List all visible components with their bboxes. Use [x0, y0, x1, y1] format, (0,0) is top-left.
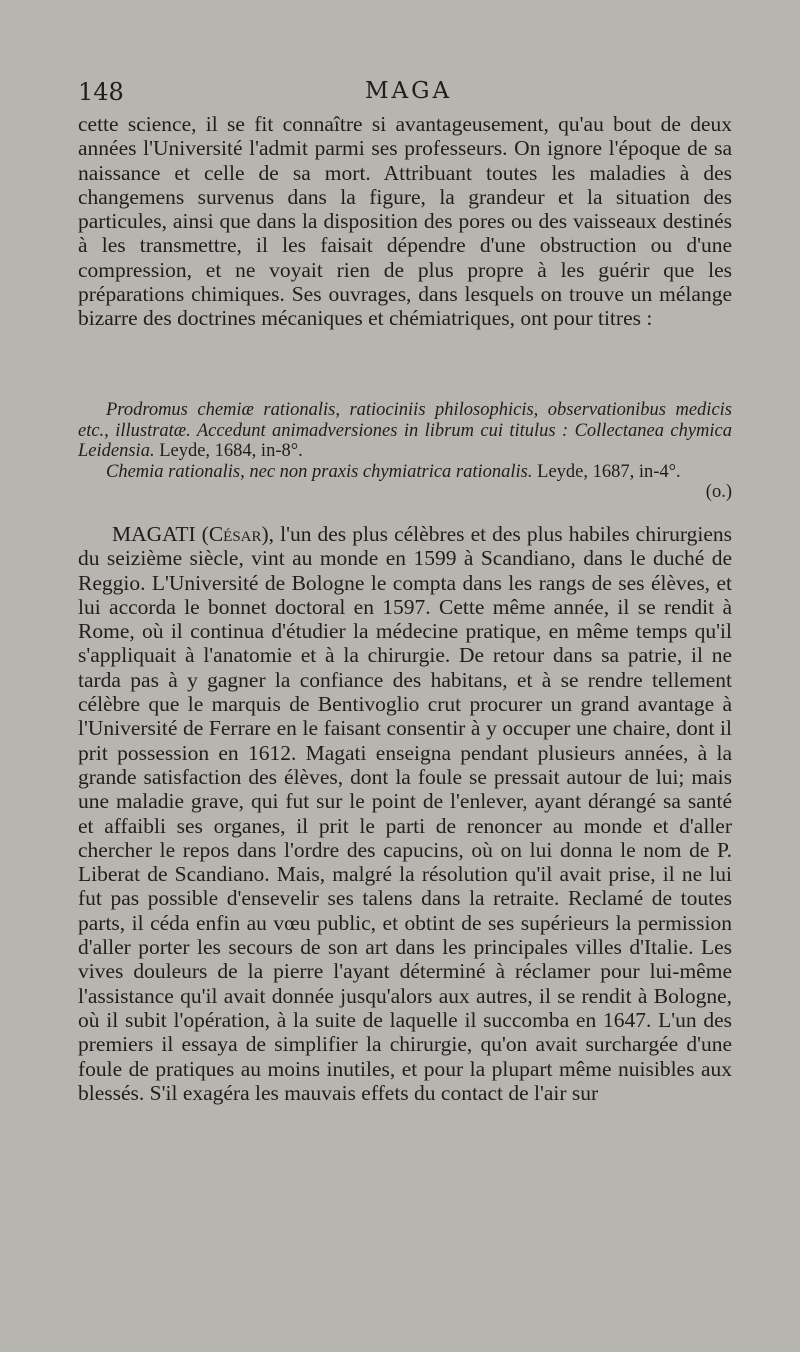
- author-signature: (o.): [705, 482, 732, 502]
- reference-1: [78, 400, 732, 462]
- article-magati: MAGATI (César), l'un des plus célèbres et des plus habiles chirurgiens du seizième siècle, vint au monde en 1599 à Scandiano, dans le duché de Reggio. L'Université de Bologne le compta dans les rangs de ses élèves, et lui accorda le bonnet doctoral en 1597. Cette même année, il se rendit à Rome, où il continua d'étudier la médecine pratique, en même temps qu'il s'appliquait à l'anatomie et à la chirurgie. De retour dans sa patrie, il ne tarda pas à y gagner la confiance des habitans, et à se rendre tellement célèbre que le marquis de Bentivoglio crut procurer un grand avantage à l'Université de Ferrare en le faisant consentir à y occuper une chaire, dont il prit possession en 1612. Magati enseigna pendant plusieurs années, à la grande satisfaction des élèves, dont la foule se pressait autour de lui; mais une maladie grave, qui fut sur le point de l'enlever, ayant dérangé sa santé et affaibli ses organes, il prit le parti de renoncer au monde et d'aller chercher le repos dans l'ordre des capucins, où on lui donna le nom de P. Liberat de Scandiano. Mais, malgré la résolution qu'il avait prise, il ne lui fut pas possible d'ensevelir ses talens dans la retraite. Reclamé de toutes parts, il céda enfin au vœu public, et obtint de ses supérieurs la permission d'aller porter les secours de son art dans les principales villes d'Italie. Les vives douleurs de la pierre l'ayant déterminé à réclamer pour lui-même l'assistance qu'il avait donnée jusqu'alors aux autres, il se rendit à Bologne, où il subit l'opération, à la suite de laquelle il succomba en 1647. L'un des premiers il essaya de simplifier la chirurgie, qu'on avait surchargée d'une foule de pratiques au moins inutiles, et pour la plupart même nuisibles aux blessés. S'il exagéra les mauvais effets du contact de l'air sur: [78, 522, 732, 1105]
- reference-1-publication: Leyde, 1684, in-8°.: [159, 441, 303, 461]
- article-headword: MAGATI: [112, 522, 196, 546]
- page-number: 148: [78, 78, 124, 106]
- continuation-text: cette science, il se fit connaître si avantageusement, qu'au bout de deux années l'Université l'admit parmi ses professeurs. On ignore l'époque de sa naissance et celle de sa mort. Attribuant toutes les maladies à des changemens survenus dans la figure, la grandeur et la situation des particules, ainsi que dans la disposition des pores ou des vaisseaux destinés à les transmettre, il les faisait dépendre d'une obstruction ou d'une compression, et ne voyait rien de plus propre à les guérir que les préparations chimiques. Ses ouvrages, dans lesquels on trouve un mélange bizarre des doctrines mécaniques et chémiatriques, ont pour titres :: [78, 112, 732, 331]
- article-text: l'un des plus célèbres et des plus habiles chirurgiens du seizième siècle, vint au monde en 1599 à Scandiano, dans le duché de Reggio. L'Université de Bologne le compta dans les rangs de ses élèves, et lui accorda le bonnet doctoral en 1597. Cette même année, il se rendit à Rome, où il continua d'étudier la médecine pratique, en même temps qu'il s'appliquait à l'anatomie et à la chirurgie. De retour dans sa patrie, il ne tarda pas à y gagner la confiance des habitans, et à se rendre tellement célèbre que le marquis de Bentivoglio crut procurer un grand avantage à l'Université de Ferrare en le faisant consentir à y occuper une chaire, dont il prit possession en 1612. Magati enseigna pendant plusieurs années, à la grande satisfaction des élèves, dont la foule se pressait autour de lui; mais une maladie grave, qui fut sur le point de l'enlever, ayant dérangé sa santé et affaibli ses organes, il prit le parti de renoncer au monde et d'aller chercher le repos dans l'ordre des capucins, où on lui donna le nom de P. Liberat de Scandiano. Mais, malgré la résolution qu'il avait prise, il ne lui fut pas possible d'ensevelir ses talens dans la retraite. Reclamé de toutes parts, il céda enfin au vœu public, et obtint de ses supérieurs la permission d'aller porter les secours de son art dans les principales villes d'Italie. Les vives douleurs de la pierre l'ayant déterminé à réclamer pour lui-même l'assistance qu'il avait donnée jusqu'alors aux autres, il se rendit à Bologne, où il subit l'opération, à la suite de laquelle il succomba en 1647. L'un des premiers il essaya de simplifier la chirurgie, qu'on avait surchargée d'une foule de pratiques au moins inutiles, et pour la plupart même nuisibles aux blessés. S'il exagéra les mauvais effets du contact de l'air sur: [78, 522, 732, 1105]
- reference-2-title: Chemia rationalis, nec non praxis chymiatrica rationalis.: [106, 461, 533, 482]
- running-head: MAGA: [365, 78, 453, 104]
- reference-1-title: Prodromus chemiæ rationalis, ratiociniis philosophicis, observationibus medicis etc., illustratæ. Accedunt animadversiones in librum cui titulus : Collectanea chymica Leidensia.: [78, 400, 732, 461]
- article-first-name: César: [208, 522, 262, 546]
- continuation-paragraph: [78, 112, 732, 331]
- reference-2-publication: Leyde, 1687, in-4°.: [537, 461, 681, 482]
- bibliography: [78, 400, 732, 503]
- page-header: [78, 78, 730, 112]
- reference-2: [78, 461, 732, 502]
